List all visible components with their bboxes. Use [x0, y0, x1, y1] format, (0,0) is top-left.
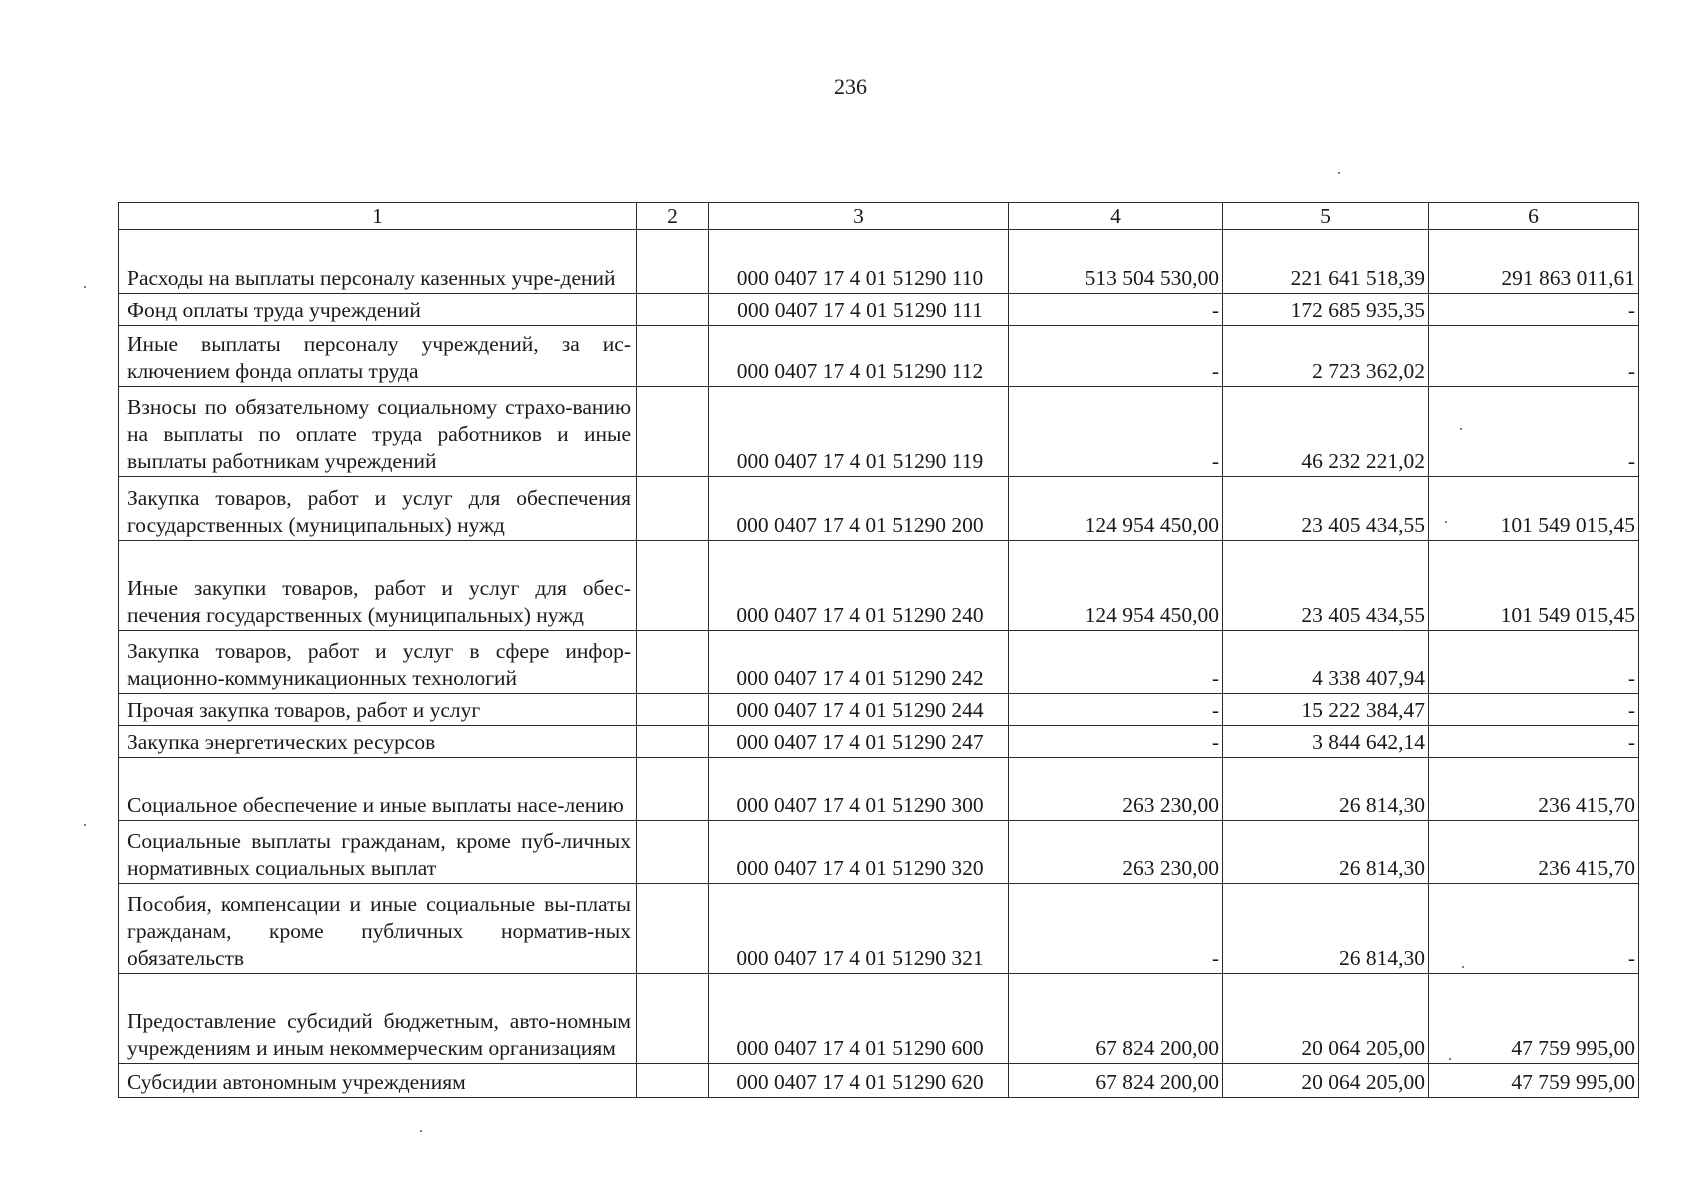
scan-speck — [84, 286, 86, 288]
row-name-cell: Предоставление субсидий бюджетным, авто-номным учреждениям и иным некоммерческим организациям — [119, 974, 637, 1064]
row-code-cell: 000 0407 17 4 01 51290 321 — [709, 884, 1009, 974]
row-col5-cell: 46 232 221,02 — [1223, 387, 1429, 477]
row-col6-cell: 101 549 015,45 — [1429, 541, 1639, 631]
row-code-cell: 000 0407 17 4 01 51290 200 — [709, 477, 1009, 541]
row-col5-cell: 172 685 935,35 — [1223, 294, 1429, 326]
row-col4-cell: 124 954 450,00 — [1009, 477, 1223, 541]
row-col2-cell — [637, 326, 709, 387]
row-name-cell: Прочая закупка товаров, работ и услуг — [119, 694, 637, 726]
row-col6-cell: - — [1429, 726, 1639, 758]
row-code-cell: 000 0407 17 4 01 51290 620 — [709, 1064, 1009, 1098]
row-col6-cell: - — [1429, 387, 1639, 477]
row-col2-cell — [637, 974, 709, 1064]
row-col5-cell: 20 064 205,00 — [1223, 1064, 1429, 1098]
row-col6-cell: 236 415,70 — [1429, 821, 1639, 884]
row-col4-cell: - — [1009, 387, 1223, 477]
row-col6-cell: 101 549 015,45 — [1429, 477, 1639, 541]
column-header: 5 — [1223, 203, 1429, 230]
row-col2-cell — [637, 694, 709, 726]
table-row — [119, 387, 1639, 477]
scan-speck — [1449, 1058, 1451, 1060]
row-col2-cell — [637, 821, 709, 884]
row-code-cell: 000 0407 17 4 01 51290 110 — [709, 230, 1009, 294]
table-body — [119, 230, 1639, 1098]
row-col4-cell: - — [1009, 294, 1223, 326]
row-code-cell: 000 0407 17 4 01 51290 300 — [709, 758, 1009, 821]
row-name-cell: Взносы по обязательному социальному страхо-ванию на выплаты по оплате труда работников и иные выплаты работникам учреждений — [119, 387, 637, 477]
table-row — [119, 758, 1639, 821]
column-header: 3 — [709, 203, 1009, 230]
budget-table — [118, 202, 1639, 1098]
row-col4-cell: - — [1009, 694, 1223, 726]
table-row — [119, 821, 1639, 884]
row-code-cell: 000 0407 17 4 01 51290 600 — [709, 974, 1009, 1064]
row-col6-cell: - — [1429, 694, 1639, 726]
table-row — [119, 230, 1639, 294]
scan-speck — [84, 824, 86, 826]
row-col6-cell: 47 759 995,00 — [1429, 974, 1639, 1064]
row-name-cell: Пособия, компенсации и иные социальные вы-платы гражданам, кроме публичных норматив-ных обязательств — [119, 884, 637, 974]
row-col2-cell — [637, 230, 709, 294]
table-row — [119, 884, 1639, 974]
row-name-cell: Иные выплаты персоналу учреждений, за ис-ключением фонда оплаты труда — [119, 326, 637, 387]
page-number: 236 — [834, 74, 867, 99]
table-row — [119, 631, 1639, 694]
row-col2-cell — [637, 387, 709, 477]
table-row — [119, 1064, 1639, 1098]
row-col4-cell: 263 230,00 — [1009, 821, 1223, 884]
table-row — [119, 726, 1639, 758]
row-col5-cell: 23 405 434,55 — [1223, 541, 1429, 631]
row-col2-cell — [637, 631, 709, 694]
row-name-cell: Иные закупки товаров, работ и услуг для обес-печения государственных (муниципальных) нужд — [119, 541, 637, 631]
row-code-cell: 000 0407 17 4 01 51290 112 — [709, 326, 1009, 387]
row-col4-cell: - — [1009, 884, 1223, 974]
row-col5-cell: 15 222 384,47 — [1223, 694, 1429, 726]
row-name-cell: Фонд оплаты труда учреждений — [119, 294, 637, 326]
row-col2-cell — [637, 541, 709, 631]
row-col5-cell: 3 844 642,14 — [1223, 726, 1429, 758]
table-row — [119, 477, 1639, 541]
column-header: 1 — [119, 203, 637, 230]
row-col6-cell: - — [1429, 884, 1639, 974]
row-col6-cell: 291 863 011,61 — [1429, 230, 1639, 294]
table-row — [119, 974, 1639, 1064]
column-header: 4 — [1009, 203, 1223, 230]
row-name-cell: Социальное обеспечение и иные выплаты насе-лению — [119, 758, 637, 821]
scan-speck — [420, 1130, 422, 1132]
row-col5-cell: 26 814,30 — [1223, 821, 1429, 884]
row-col6-cell: 47 759 995,00 — [1429, 1064, 1639, 1098]
row-col6-cell: - — [1429, 326, 1639, 387]
row-col4-cell: - — [1009, 726, 1223, 758]
row-col5-cell: 221 641 518,39 — [1223, 230, 1429, 294]
row-col6-cell: - — [1429, 631, 1639, 694]
row-code-cell: 000 0407 17 4 01 51290 244 — [709, 694, 1009, 726]
row-name-cell: Субсидии автономным учреждениям — [119, 1064, 637, 1098]
row-col4-cell: 67 824 200,00 — [1009, 974, 1223, 1064]
row-col5-cell: 26 814,30 — [1223, 884, 1429, 974]
row-name-cell: Социальные выплаты гражданам, кроме пуб-личных нормативных социальных выплат — [119, 821, 637, 884]
row-code-cell: 000 0407 17 4 01 51290 111 — [709, 294, 1009, 326]
row-col4-cell: 263 230,00 — [1009, 758, 1223, 821]
table-row — [119, 326, 1639, 387]
table-row — [119, 541, 1639, 631]
scan-speck — [1338, 172, 1340, 174]
scan-speck — [1462, 966, 1464, 968]
table-row — [119, 294, 1639, 326]
row-col5-cell: 26 814,30 — [1223, 758, 1429, 821]
table-row — [119, 694, 1639, 726]
row-col4-cell: 513 504 530,00 — [1009, 230, 1223, 294]
row-code-cell: 000 0407 17 4 01 51290 247 — [709, 726, 1009, 758]
row-col4-cell: 67 824 200,00 — [1009, 1064, 1223, 1098]
row-col6-cell: 236 415,70 — [1429, 758, 1639, 821]
row-col5-cell: 4 338 407,94 — [1223, 631, 1429, 694]
row-col6-cell: - — [1429, 294, 1639, 326]
row-col2-cell — [637, 477, 709, 541]
row-col2-cell — [637, 884, 709, 974]
row-name-cell: Закупка товаров, работ и услуг в сфере инфор-мационно-коммуникационных технологий — [119, 631, 637, 694]
row-col4-cell: - — [1009, 326, 1223, 387]
scan-speck — [1445, 521, 1447, 523]
column-header: 2 — [637, 203, 709, 230]
scan-speck — [1460, 428, 1462, 430]
row-col5-cell: 20 064 205,00 — [1223, 974, 1429, 1064]
row-col4-cell: 124 954 450,00 — [1009, 541, 1223, 631]
header-row — [119, 203, 1639, 230]
row-col2-cell — [637, 726, 709, 758]
column-header: 6 — [1429, 203, 1639, 230]
row-code-cell: 000 0407 17 4 01 51290 119 — [709, 387, 1009, 477]
row-code-cell: 000 0407 17 4 01 51290 242 — [709, 631, 1009, 694]
row-col2-cell — [637, 1064, 709, 1098]
row-name-cell: Закупка товаров, работ и услуг для обеспечения государственных (муниципальных) нужд — [119, 477, 637, 541]
row-col2-cell — [637, 758, 709, 821]
row-name-cell: Расходы на выплаты персоналу казенных учре-дений — [119, 230, 637, 294]
row-code-cell: 000 0407 17 4 01 51290 240 — [709, 541, 1009, 631]
row-col5-cell: 23 405 434,55 — [1223, 477, 1429, 541]
row-name-cell: Закупка энергетических ресурсов — [119, 726, 637, 758]
row-col4-cell: - — [1009, 631, 1223, 694]
row-col2-cell — [637, 294, 709, 326]
row-col5-cell: 2 723 362,02 — [1223, 326, 1429, 387]
row-code-cell: 000 0407 17 4 01 51290 320 — [709, 821, 1009, 884]
